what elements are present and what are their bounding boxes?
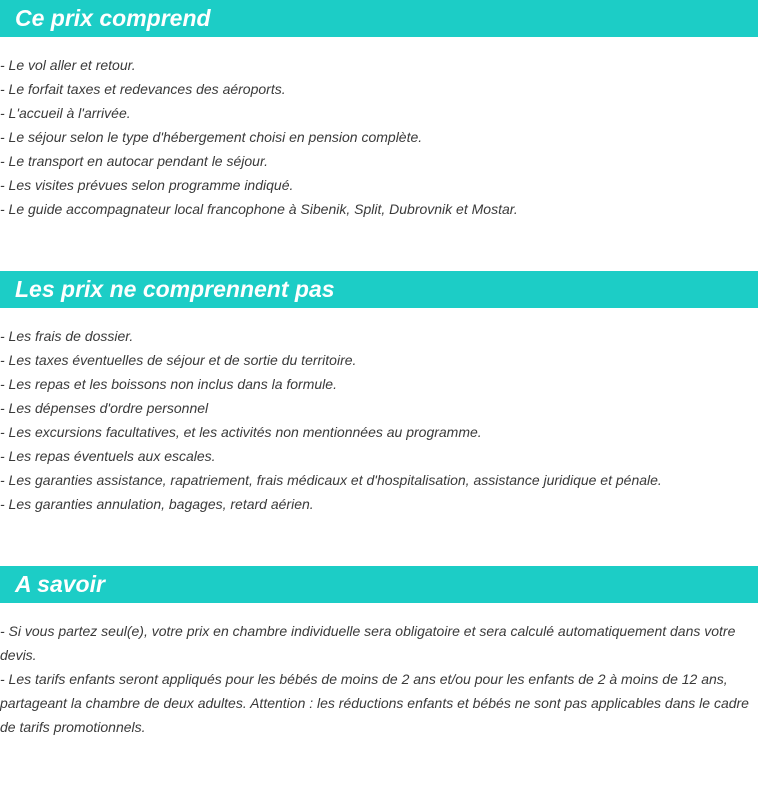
list-item: - Le forfait taxes et redevances des aéroports. — [0, 81, 286, 97]
section-body-good-to-know — [0, 619, 758, 739]
section-body-not-included — [0, 324, 758, 516]
list-item: - Le séjour selon le type d'hébergement choisi en pension complète. — [0, 129, 423, 145]
list-item: - Le vol aller et retour. — [0, 57, 136, 73]
list-item: - Le transport en autocar pendant le séjour. — [0, 153, 268, 169]
section-header-good-to-know: A savoir — [0, 566, 758, 603]
list-item: - Les taxes éventuelles de séjour et de sortie du territoire. — [0, 352, 357, 368]
list-item: - Les repas éventuels aux escales. — [0, 448, 216, 464]
section-header-included: Ce prix comprend — [0, 0, 758, 37]
list-item: - Les garanties annulation, bagages, retard aérien. — [0, 496, 314, 512]
list-item: - Les dépenses d'ordre personnel — [0, 400, 209, 416]
list-item: - Les frais de dossier. — [0, 328, 134, 344]
list-item: - Les repas et les boissons non inclus dans la formule. — [0, 376, 337, 392]
paragraph: - Les tarifs enfants seront appliqués pour les bébés de moins de 2 ans et/ou pour les enfants de 2 à moins de 12 ans, partageant la chambre de deux adultes. Attention : les réductions enfants et bébés ne sont pas applicables dans le cadre de tarifs promotionnels. — [0, 671, 749, 735]
paragraph: - Si vous partez seul(e), votre prix en chambre individuelle sera obligatoire et sera calculé automatiquement dans votre devis. — [0, 623, 736, 663]
list-item: - Les excursions facultatives, et les activités non mentionnées au programme. — [0, 424, 482, 440]
list-item: - Les visites prévues selon programme indiqué. — [0, 177, 294, 193]
section-body-included — [0, 53, 758, 221]
list-item: - Le guide accompagnateur local francophone à Sibenik, Split, Dubrovnik et Mostar. — [0, 201, 518, 217]
list-item: - Les garanties assistance, rapatriement, frais médicaux et d'hospitalisation, assistance juridique et pénale. — [0, 472, 662, 488]
section-header-not-included: Les prix ne comprennent pas — [0, 271, 758, 308]
list-item: - L'accueil à l'arrivée. — [0, 105, 131, 121]
